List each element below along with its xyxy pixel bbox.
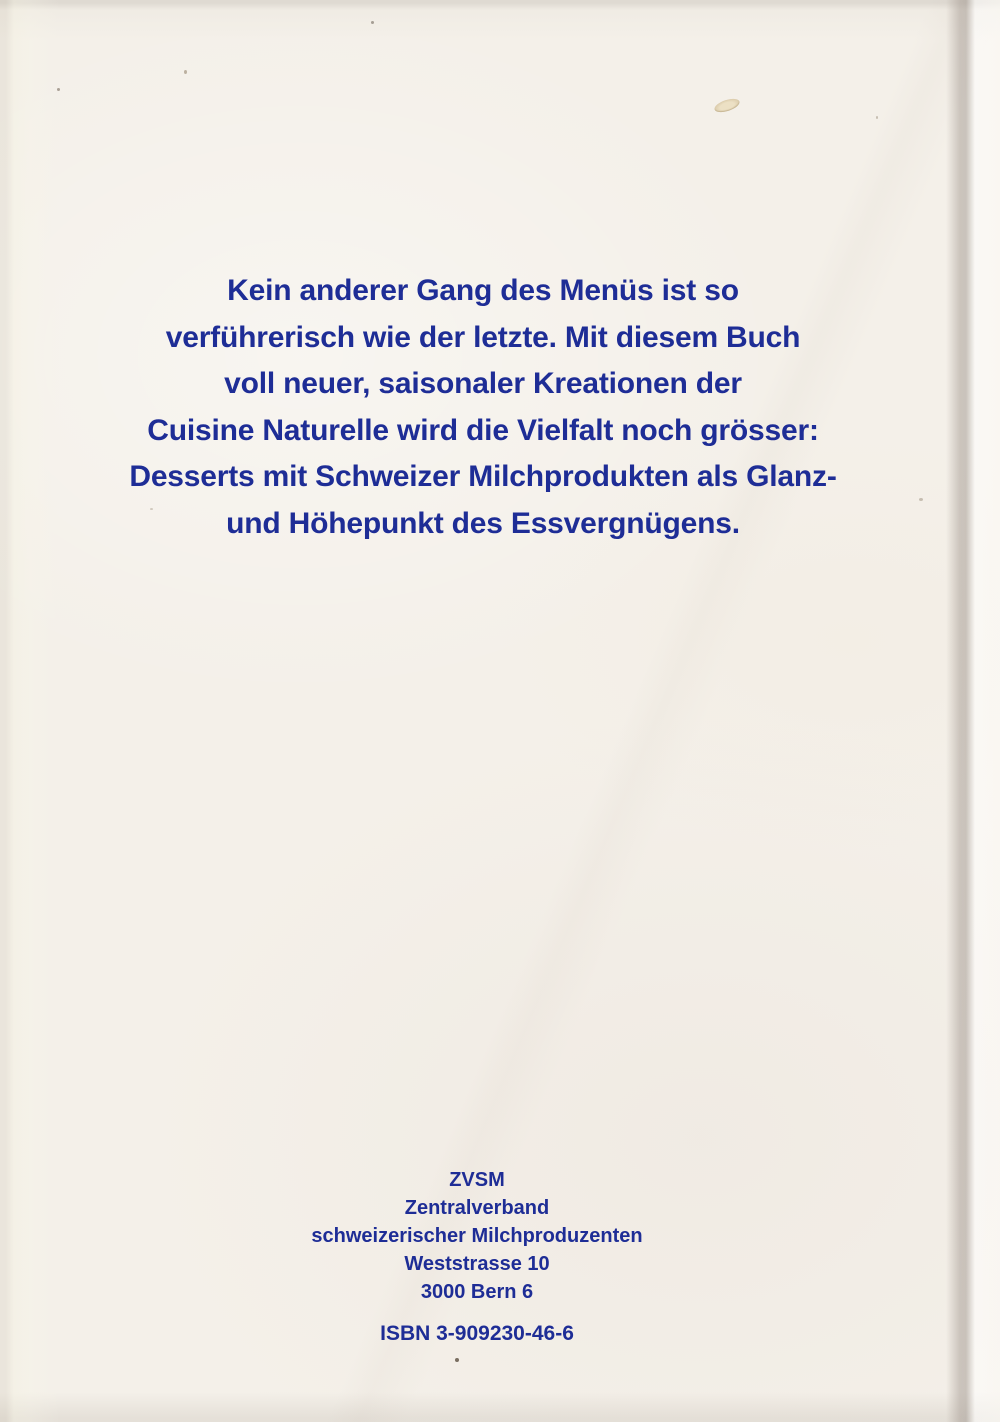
quote-line: verführerisch wie der letzte. Mit diesem Buch bbox=[165, 320, 801, 354]
quote-line: Desserts mit Schweizer Milchprodukten als Glanz- bbox=[129, 460, 837, 493]
publisher-name-line: Zentralverband bbox=[404, 1197, 550, 1219]
quote-line: Cuisine Naturelle wird die Vielfalt noch grösser: bbox=[147, 413, 819, 447]
publisher-address-block bbox=[77, 1166, 877, 1306]
paper-speck bbox=[57, 88, 60, 91]
paper-speck bbox=[184, 70, 187, 74]
back-cover-quote bbox=[83, 268, 883, 547]
paper-blemish bbox=[713, 96, 741, 114]
paper-speck bbox=[919, 498, 923, 501]
publisher-abbreviation: ZVSM bbox=[449, 1169, 505, 1191]
publisher-street: Weststrasse 10 bbox=[404, 1253, 550, 1275]
paper-speck bbox=[455, 1358, 459, 1362]
isbn-number: ISBN 3-909230-46-6 bbox=[380, 1322, 574, 1345]
quote-line: und Höhepunkt des Essvergnügens. bbox=[226, 506, 740, 540]
publisher-city: 3000 Bern 6 bbox=[420, 1281, 534, 1303]
publisher-name-line: schweizerischer Milchproduzenten bbox=[311, 1225, 643, 1247]
quote-line: Kein anderer Gang des Menüs ist so bbox=[227, 274, 739, 307]
quote-line: voll neuer, saisonaler Kreationen der bbox=[224, 367, 742, 400]
paper-speck bbox=[876, 116, 878, 119]
paper-speck bbox=[371, 21, 374, 24]
